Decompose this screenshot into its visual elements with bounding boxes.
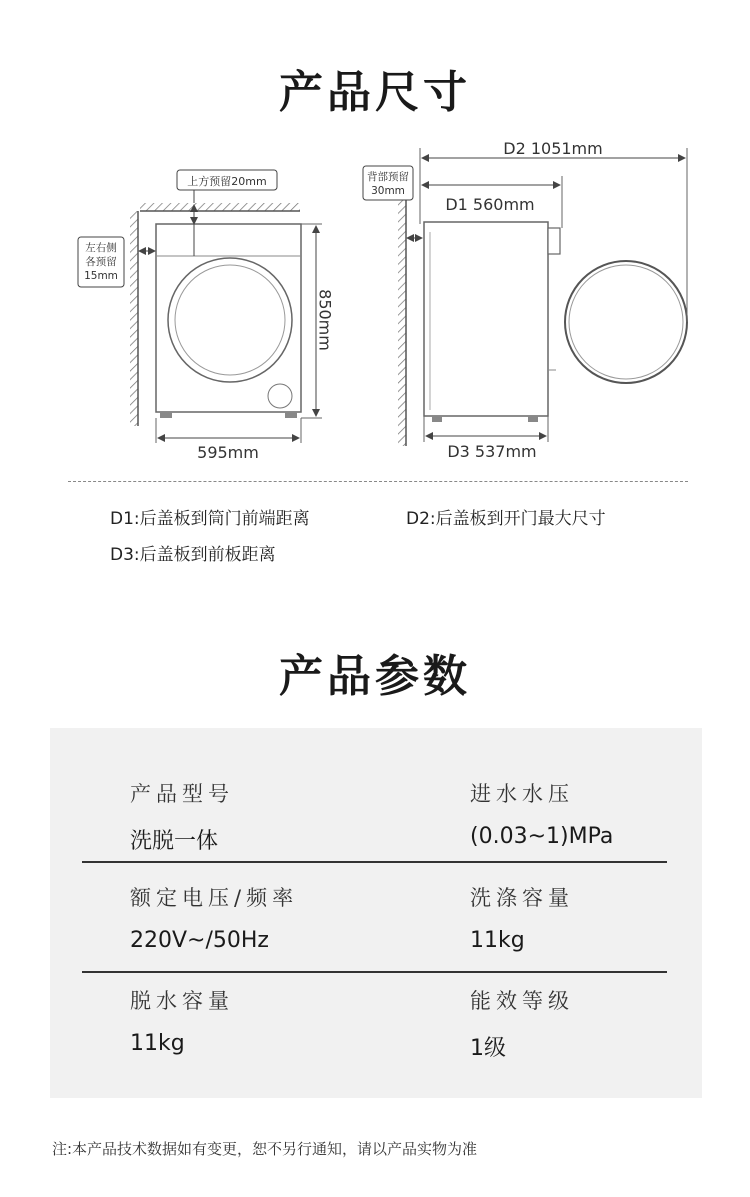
divider [68,481,688,482]
param-label: 额定电压/频率 [130,886,299,910]
side-clearance-line-1: 左右侧 [85,242,117,254]
top-clearance-label: 上方预留20mm [187,175,267,188]
back-clearance-line-2: 30mm [371,185,405,197]
d3-label: D3 537mm [447,442,537,461]
param-label: 脱水容量 [130,989,234,1013]
param-value: 220V~/50Hz [130,928,269,953]
footnote: 注:本产品技术数据如有变更，恕不另行通知，请以产品实物为准 [52,1140,478,1158]
param-label: 产品型号 [130,782,234,806]
param-label: 能效等级 [470,989,574,1013]
param-label: 进水水压 [470,782,574,806]
row-divider [82,861,667,863]
param-value: 11kg [470,928,525,953]
param-value: 11kg [130,1031,185,1056]
row-divider [82,971,667,973]
section-title-parameters: 产品参数 [279,651,471,702]
param-wash-capacity [470,882,574,953]
width-label: 595mm [197,443,259,462]
param-value: 1级 [470,1036,506,1061]
param-model [130,778,234,855]
legend-d1: D1:后盖板到筒门前端距离 [110,509,310,529]
back-clearance-line-1: 背部预留 [367,171,409,183]
washer-front-view [156,224,301,418]
param-value: (0.03~1)MPa [470,824,614,849]
d1-label: D1 560mm [445,195,535,214]
legend-d2: D2:后盖板到开门最大尺寸 [406,509,606,529]
d2-label: D2 1051mm [503,139,603,158]
param-spin-capacity [130,985,234,1056]
side-clearance-line-2: 各预留 [85,256,117,268]
legend-d3: D3:后盖板到前板距离 [110,545,276,565]
param-value: 洗脱一体 [130,829,219,854]
param-label: 洗涤容量 [470,886,574,910]
height-label: 850mm [315,289,335,351]
param-energy-grade [470,985,574,1062]
left-wall-hatch [130,211,138,426]
side-clearance-line-3: 15mm [84,270,118,282]
top-wall-hatch [140,203,300,211]
param-voltage [130,882,298,953]
section-title-dimensions: 产品尺寸 [279,67,471,118]
param-water-pressure [470,778,613,849]
back-wall-hatch [398,200,406,446]
washer-side-view [424,222,687,422]
